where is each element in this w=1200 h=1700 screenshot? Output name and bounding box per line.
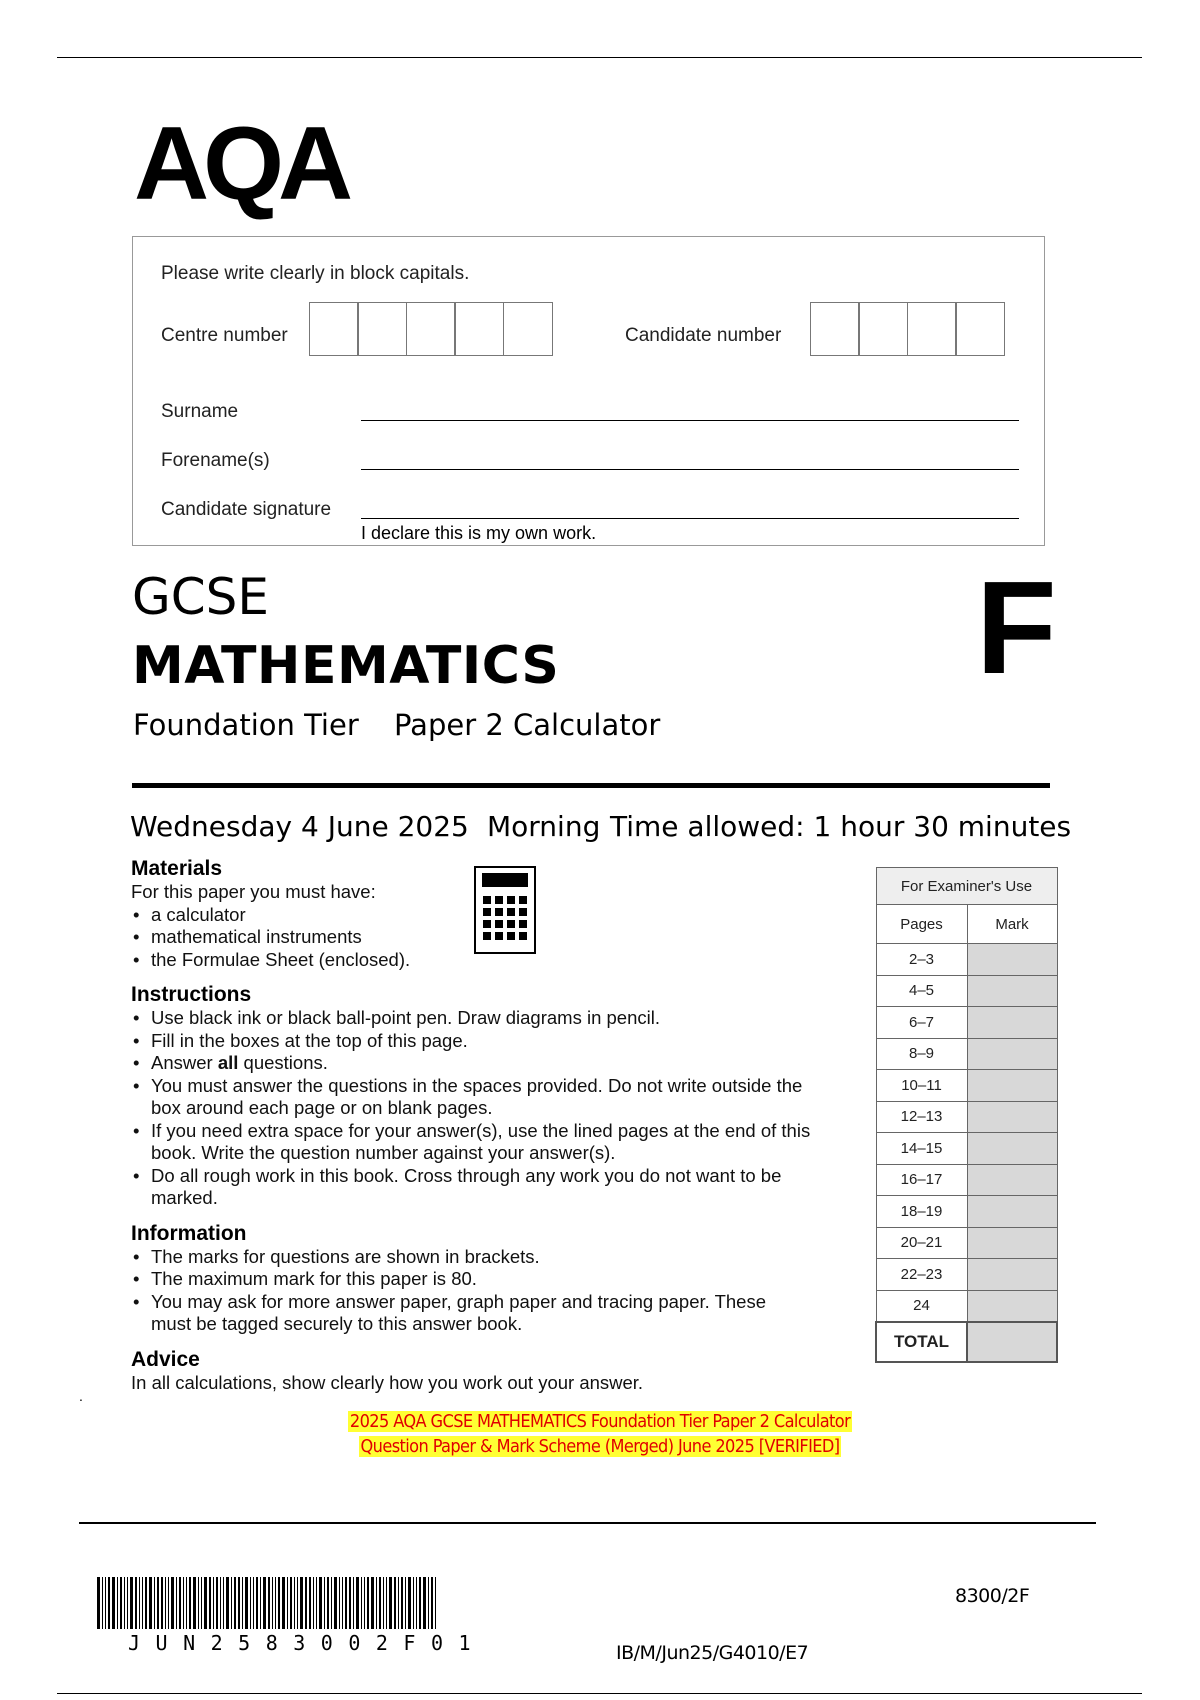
paper-name: Paper 2 Calculator <box>394 708 661 742</box>
own-work-declaration: I declare this is my own work. <box>361 523 597 543</box>
table-row <box>876 1196 1057 1228</box>
table-row <box>876 1070 1057 1102</box>
barcode-bar <box>108 1577 110 1629</box>
mark-cell <box>967 975 1057 1007</box>
block-capitals-instruction: Please write clearly in block capitals. <box>161 263 470 284</box>
barcode-bar <box>145 1577 147 1629</box>
total-label: TOTAL <box>876 1322 967 1362</box>
barcode-bar <box>398 1577 399 1629</box>
mark-cell <box>967 1101 1057 1133</box>
barcode-bar <box>204 1577 207 1629</box>
barcode-bar <box>272 1577 273 1629</box>
list-item: • Use black ink or black ball-point pen. Draw diagrams in pencil. <box>151 1007 831 1030</box>
total-mark-cell <box>967 1322 1057 1362</box>
materials-intro: For this paper you must have: <box>131 881 376 902</box>
examiner-use-table <box>875 867 1058 1363</box>
barcode-bar <box>313 1577 314 1629</box>
barcode-bar <box>256 1577 258 1629</box>
aqa-logo: AQA <box>134 106 348 222</box>
tier-name: Foundation Tier <box>133 708 359 742</box>
barcode-bar <box>334 1577 337 1629</box>
information-heading: Information <box>131 1221 247 1245</box>
instructions-list <box>131 1007 831 1210</box>
barcode-bar <box>356 1577 359 1629</box>
barcode-bar <box>124 1577 125 1629</box>
list-item: • the Formulae Sheet (enclosed). <box>151 949 831 972</box>
barcode-bar <box>408 1577 411 1629</box>
pages-cell: 4–5 <box>876 975 967 1007</box>
barcode-bar <box>193 1577 196 1629</box>
barcode-bar <box>139 1577 140 1629</box>
list-item: • mathematical instruments <box>151 926 831 949</box>
mark-cell <box>967 1007 1057 1039</box>
subject-title: MATHEMATICS <box>132 636 560 696</box>
qualification-title: GCSE <box>132 568 269 626</box>
pages-cell: 14–15 <box>876 1133 967 1165</box>
mark-cell <box>967 1133 1057 1165</box>
barcode-bar <box>383 1577 384 1629</box>
pages-column-header: Pages <box>876 905 967 944</box>
table-row <box>876 1227 1057 1259</box>
pages-cell: 6–7 <box>876 1007 967 1039</box>
answer-suffix: questions. <box>238 1052 328 1073</box>
barcode-bar <box>97 1577 100 1629</box>
barcode-bar <box>376 1577 377 1629</box>
barcode-bar <box>327 1577 329 1629</box>
barcode-bar <box>339 1577 340 1629</box>
barcode-bar <box>305 1577 307 1629</box>
barcode-bar <box>161 1577 163 1629</box>
barcode-bar <box>201 1577 202 1629</box>
barcode-bar <box>245 1577 248 1629</box>
table-row <box>876 1007 1057 1039</box>
barcode-bar <box>127 1577 128 1629</box>
calculator-icon <box>474 866 536 954</box>
mark-cell <box>967 1227 1057 1259</box>
barcode-bar <box>231 1577 232 1629</box>
barcode-bar <box>154 1577 155 1629</box>
barcode-bar <box>309 1577 311 1629</box>
centre-number-boxes <box>310 302 553 356</box>
barcode-bar <box>102 1577 103 1629</box>
barcode-bar <box>120 1577 122 1629</box>
barcode-bar <box>287 1577 288 1629</box>
barcode <box>97 1577 438 1629</box>
watermark-text: Question Paper & Mark Scheme (Merged) June 2025 [VERIFIED] <box>360 1436 840 1457</box>
list-item: • You may ask for more answer paper, graph paper and tracing paper. These must be tagged securely to this answer book. <box>151 1291 791 1336</box>
mark-cell <box>967 1164 1057 1196</box>
barcode-bar <box>268 1577 270 1629</box>
table-row <box>876 975 1057 1007</box>
barcode-bar <box>223 1577 224 1629</box>
instructions-heading: Instructions <box>131 983 252 1006</box>
watermark-line-1 <box>0 1411 1200 1432</box>
barcode-bar <box>149 1577 152 1629</box>
pages-cell: 20–21 <box>876 1227 967 1259</box>
mark-column-header: Mark <box>967 905 1057 944</box>
forenames-label: Forename(s) <box>161 450 270 471</box>
spec-code: 8300/2F <box>955 1585 1030 1607</box>
signature-label: Candidate signature <box>161 499 332 520</box>
signature-field[interactable] <box>361 518 1019 519</box>
table-row <box>876 944 1057 976</box>
stray-dot: . <box>79 1388 83 1404</box>
barcode-bar <box>290 1577 292 1629</box>
barcode-bar <box>371 1577 374 1629</box>
paper-reference: IB/M/Jun25/G4010/E7 <box>616 1642 809 1664</box>
pages-cell: 2–3 <box>876 944 967 976</box>
barcode-bar <box>367 1577 369 1629</box>
list-item: • a calculator <box>151 904 831 927</box>
barcode-bar <box>186 1577 187 1629</box>
centre-number-label: Centre number <box>161 325 288 346</box>
barcode-bar <box>112 1577 115 1629</box>
centre-number-digit[interactable] <box>503 302 553 356</box>
barcode-bar <box>379 1577 381 1629</box>
list-item: • Do all rough work in this book. Cross through any work you do not want to be marked. <box>151 1165 831 1210</box>
barcode-bar <box>226 1577 229 1629</box>
barcode-bar <box>386 1577 387 1629</box>
barcode-bar <box>183 1577 184 1629</box>
mark-cell <box>967 1259 1057 1291</box>
barcode-bar <box>423 1577 426 1629</box>
barcode-bar <box>165 1577 166 1629</box>
barcode-bar <box>345 1577 347 1629</box>
pages-cell: 16–17 <box>876 1164 967 1196</box>
centre-number-digit[interactable] <box>357 302 407 356</box>
barcode-bar <box>253 1577 254 1629</box>
pages-cell: 8–9 <box>876 1038 967 1070</box>
exam-date: Wednesday 4 June 2025 <box>130 810 469 843</box>
list-item <box>151 1052 831 1075</box>
candidate-number-digit[interactable] <box>810 302 860 356</box>
barcode-bar <box>238 1577 240 1629</box>
barcode-bar <box>297 1577 298 1629</box>
barcode-bar <box>157 1577 159 1629</box>
barcode-bar <box>242 1577 243 1629</box>
barcode-bar <box>216 1577 218 1629</box>
mark-cell <box>967 1070 1057 1102</box>
barcode-bar <box>260 1577 261 1629</box>
exam-session: Morning <box>487 810 601 843</box>
barcode-bar <box>416 1577 417 1629</box>
barcode-bar <box>294 1577 295 1629</box>
barcode-bar <box>135 1577 137 1629</box>
barcode-bar <box>263 1577 266 1629</box>
barcode-bar <box>282 1577 285 1629</box>
barcode-bar <box>275 1577 276 1629</box>
advice-heading: Advice <box>131 1347 200 1371</box>
watermark-text: 2025 AQA GCSE MATHEMATICS Foundation Tier Paper 2 Calculator <box>349 1411 851 1432</box>
barcode-bar <box>405 1577 406 1629</box>
barcode-bar <box>316 1577 317 1629</box>
barcode-bar <box>189 1577 191 1629</box>
candidate-number-digit[interactable] <box>955 302 1005 356</box>
barcode-bar <box>250 1577 251 1629</box>
mark-cell <box>967 1196 1057 1228</box>
centre-number-digit[interactable] <box>309 302 359 356</box>
barcode-bar <box>428 1577 429 1629</box>
surname-field[interactable] <box>361 420 1019 421</box>
answer-emphasis: all <box>217 1052 239 1073</box>
barcode-bar <box>105 1577 106 1629</box>
barcode-bar <box>324 1577 325 1629</box>
surname-label: Surname <box>161 401 239 422</box>
table-row <box>876 1101 1057 1133</box>
barcode-bar <box>176 1577 177 1629</box>
materials-heading: Materials <box>131 857 223 880</box>
barcode-bar <box>419 1577 421 1629</box>
barcode-bar <box>431 1577 433 1629</box>
barcode-bar <box>361 1577 362 1629</box>
bottom-rule <box>57 1693 1142 1694</box>
mark-cell <box>967 944 1057 976</box>
answer-prefix: Answer <box>151 1052 218 1073</box>
barcode-bar <box>353 1577 354 1629</box>
table-row <box>876 1259 1057 1291</box>
pages-cell: 10–11 <box>876 1070 967 1102</box>
candidate-details-box <box>132 236 1045 546</box>
examiner-use-title: For Examiner's Use <box>876 868 1057 905</box>
barcode-bar <box>364 1577 365 1629</box>
barcode-bar <box>300 1577 303 1629</box>
barcode-bar <box>435 1577 436 1629</box>
centre-number-digit[interactable] <box>406 302 456 356</box>
information-list <box>131 1246 791 1336</box>
tier-letter: F <box>976 554 1057 701</box>
list-item: • The marks for questions are shown in brackets. <box>151 1246 791 1269</box>
pages-cell: 22–23 <box>876 1259 967 1291</box>
time-allowed: Time allowed: 1 hour 30 minutes <box>610 810 1072 843</box>
table-row <box>876 1290 1057 1322</box>
barcode-bar <box>168 1577 169 1629</box>
barcode-bar <box>117 1577 118 1629</box>
barcode-bar <box>179 1577 181 1629</box>
barcode-bar <box>413 1577 414 1629</box>
barcode-bar <box>209 1577 211 1629</box>
barcode-bar <box>394 1577 396 1629</box>
barcode-bar <box>130 1577 133 1629</box>
pages-cell: 12–13 <box>876 1101 967 1133</box>
list-item: • The maximum mark for this paper is 80. <box>151 1268 791 1291</box>
barcode-bar <box>278 1577 280 1629</box>
mark-cell <box>967 1290 1057 1322</box>
barcode-bar <box>234 1577 236 1629</box>
candidate-number-label: Candidate number <box>625 325 782 346</box>
barcode-bar <box>389 1577 392 1629</box>
advice-text: In all calculations, show clearly how you work out your answer. <box>131 1371 644 1393</box>
barcode-bar <box>220 1577 221 1629</box>
pages-cell: 24 <box>876 1290 967 1322</box>
mark-cell <box>967 1038 1057 1070</box>
barcode-number: JUN2583002F01 <box>128 1631 487 1655</box>
table-row <box>876 1164 1057 1196</box>
barcode-bar <box>331 1577 332 1629</box>
list-item: • Fill in the boxes at the top of this page. <box>151 1030 831 1053</box>
centre-number-digit[interactable] <box>454 302 504 356</box>
table-row <box>876 1133 1057 1165</box>
barcode-bar <box>171 1577 174 1629</box>
pages-cell: 18–19 <box>876 1196 967 1228</box>
forenames-field[interactable] <box>361 469 1019 470</box>
list-item: • You must answer the questions in the spaces provided. Do not write outside the box around each page or on blank pages. <box>151 1075 831 1120</box>
barcode-bar <box>401 1577 403 1629</box>
watermark-line-2 <box>0 1436 1200 1457</box>
candidate-number-boxes <box>811 302 1005 356</box>
barcode-bar <box>198 1577 199 1629</box>
barcode-bar <box>319 1577 322 1629</box>
list-item: • If you need extra space for your answer(s), use the lined pages at the end of this book. Write the question number against your answer(s). <box>151 1120 831 1165</box>
barcode-bar <box>213 1577 214 1629</box>
top-rule <box>57 57 1142 58</box>
footer-rule <box>79 1522 1096 1524</box>
barcode-bar <box>349 1577 351 1629</box>
candidate-number-digit[interactable] <box>907 302 957 356</box>
table-row <box>876 1038 1057 1070</box>
title-rule <box>132 783 1050 788</box>
barcode-bar <box>342 1577 343 1629</box>
barcode-bar <box>142 1577 143 1629</box>
candidate-number-digit[interactable] <box>858 302 908 356</box>
